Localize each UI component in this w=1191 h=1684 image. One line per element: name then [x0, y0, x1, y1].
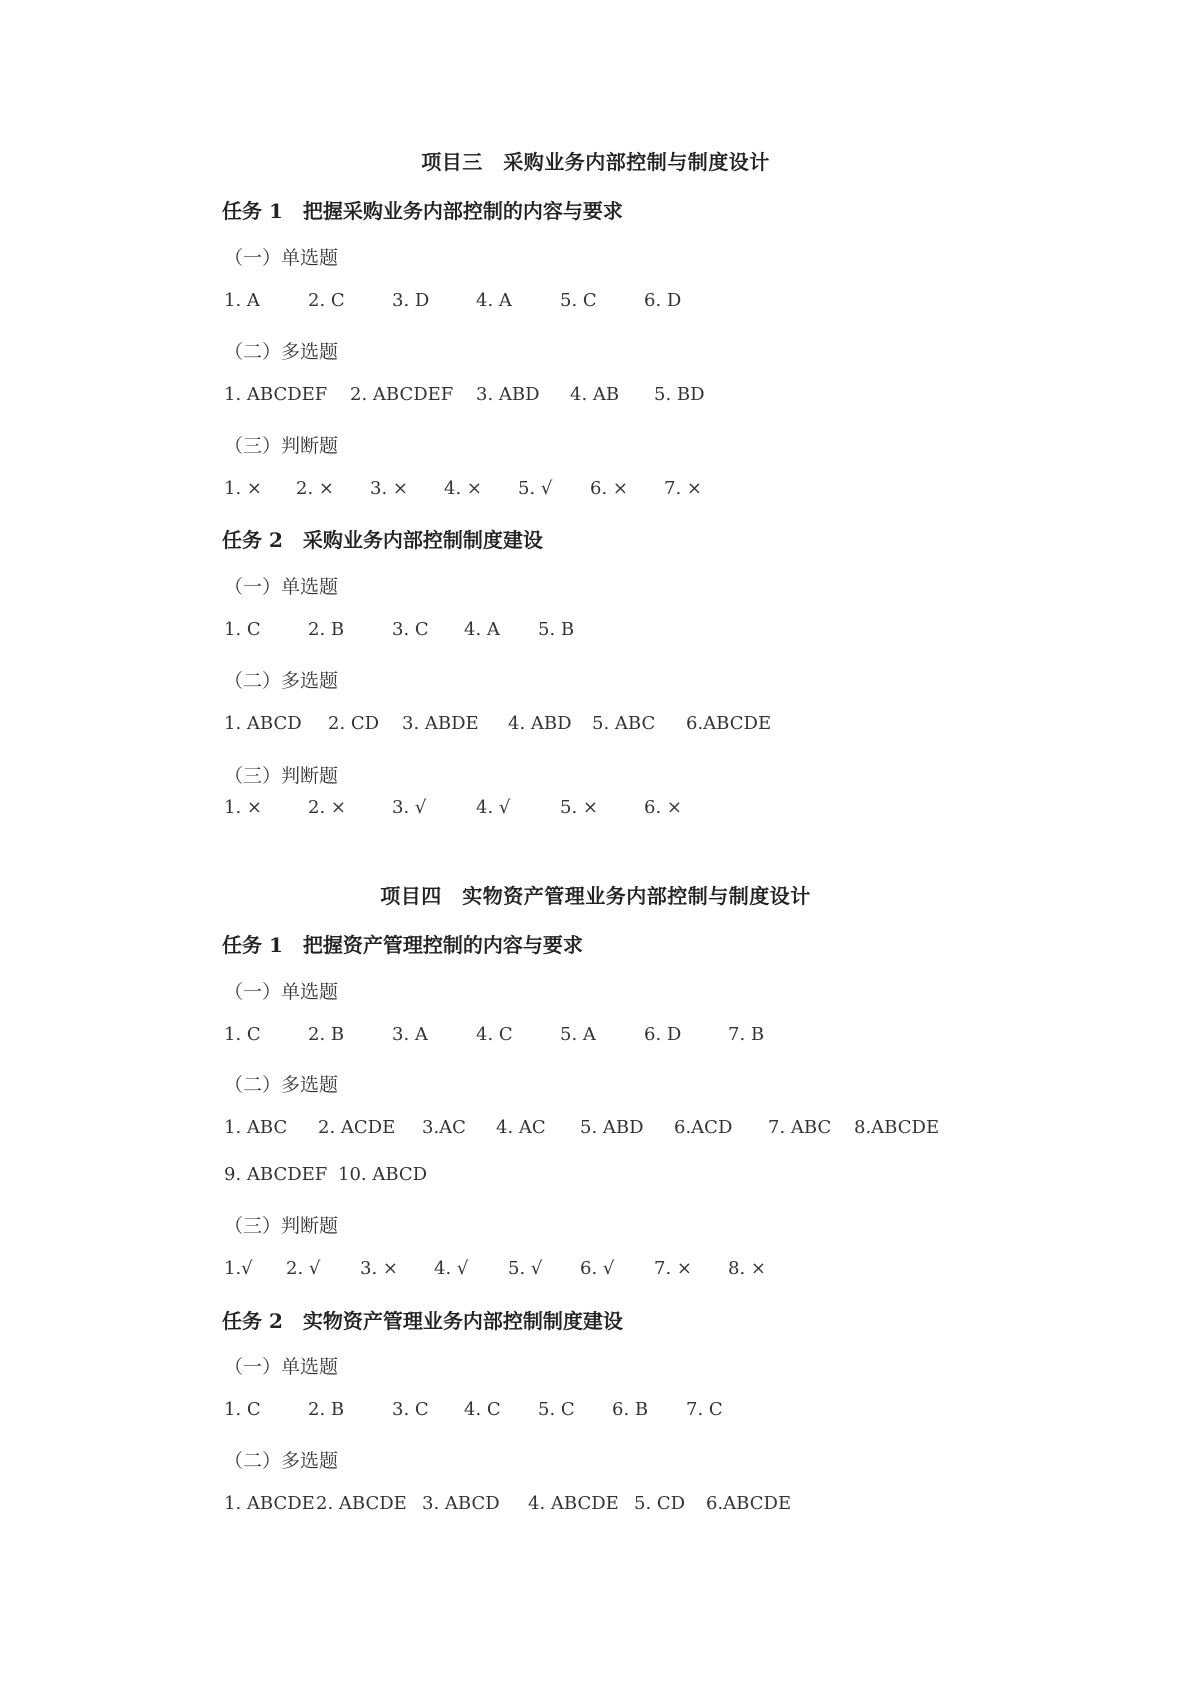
answer: 5. C: [560, 290, 597, 311]
section-label: （一）单选题: [224, 1356, 339, 1378]
section-label: （三）判断题: [224, 435, 339, 457]
answer: 6.ABCDE: [686, 713, 772, 734]
answer: 6. √: [580, 1258, 615, 1279]
section-label: （一）单选题: [224, 981, 339, 1003]
section-label: （二）多选题: [224, 1074, 339, 1096]
answer: 3. ×: [360, 1258, 398, 1279]
answer: 5. ABC: [592, 713, 656, 734]
answer: 5. B: [538, 619, 575, 640]
section-label: （三）判断题: [224, 1215, 339, 1237]
answer: 4. ×: [444, 478, 482, 499]
answer: 1. A: [224, 290, 260, 311]
section-label: （二）多选题: [224, 1450, 339, 1472]
answer: 5. √: [508, 1258, 543, 1279]
answer: 4. C: [476, 1024, 513, 1045]
answer: 3. ABCD: [422, 1493, 500, 1514]
answer: 2. B: [308, 619, 345, 640]
answer: 1.√: [224, 1258, 253, 1279]
answer: 6. D: [644, 290, 682, 311]
answer: 1. C: [224, 619, 261, 640]
answer: 2. ×: [296, 478, 334, 499]
answer: 3. D: [392, 290, 430, 311]
answer: 1. C: [224, 1024, 261, 1045]
answer: 3. A: [392, 1024, 428, 1045]
answer: 5. ×: [560, 797, 598, 818]
answer: 1. C: [224, 1399, 261, 1420]
section-label: （一）单选题: [224, 576, 339, 598]
answer: 4. ABCDE: [528, 1493, 619, 1514]
answer: 1. ×: [224, 797, 262, 818]
answer: 3. C: [392, 1399, 429, 1420]
answer: 5. BD: [654, 384, 705, 405]
answer: 4. √: [476, 797, 511, 818]
answer: 10. ABCD: [338, 1164, 428, 1185]
answer: 4. √: [434, 1258, 469, 1279]
answer: 3. ABDE: [402, 713, 479, 734]
answer: 6. ×: [644, 797, 682, 818]
answer: 2. ABCDE: [316, 1493, 407, 1514]
section-label: （一）单选题: [224, 247, 339, 269]
task-title: 任务 1 把握资产管理控制的内容与要求: [222, 933, 583, 957]
answer: 7. B: [728, 1024, 765, 1045]
project-title: 项目四 实物资产管理业务内部控制与制度设计: [380, 884, 811, 908]
answer: 2. B: [308, 1399, 345, 1420]
answer: 7. ABC: [768, 1117, 832, 1138]
answer: 4. A: [464, 619, 500, 640]
answer: 7. ×: [664, 478, 702, 499]
answer: 5. √: [518, 478, 553, 499]
answer: 2. ×: [308, 797, 346, 818]
answer: 1. ABCDE: [224, 1493, 315, 1514]
task-title: 任务 2 实物资产管理业务内部控制制度建设: [222, 1309, 623, 1333]
section-label: （二）多选题: [224, 670, 339, 692]
answer: 9. ABCDEF: [224, 1164, 328, 1185]
answer: 6. D: [644, 1024, 682, 1045]
answer: 2. ACDE: [318, 1117, 396, 1138]
answer: 1. ABC: [224, 1117, 288, 1138]
answer: 4. A: [476, 290, 512, 311]
answer: 5. ABD: [580, 1117, 644, 1138]
task-title: 任务 1 把握采购业务内部控制的内容与要求: [222, 199, 623, 223]
answer: 8.ABCDE: [854, 1117, 940, 1138]
answer: 8. ×: [728, 1258, 766, 1279]
answer: 4. AC: [496, 1117, 546, 1138]
answer: 6. ×: [590, 478, 628, 499]
answer: 2. CD: [328, 713, 380, 734]
answer: 1. ABCDEF: [224, 384, 328, 405]
answer: 6. B: [612, 1399, 649, 1420]
answer: 3.AC: [422, 1117, 466, 1138]
section-label: （三）判断题: [224, 765, 339, 787]
answer: 2. √: [286, 1258, 321, 1279]
answer: 6.ACD: [674, 1117, 733, 1138]
answer: 1. ABCD: [224, 713, 302, 734]
answer: 2. B: [308, 1024, 345, 1045]
answer: 3. C: [392, 619, 429, 640]
answer: 4. C: [464, 1399, 501, 1420]
answer: 5. CD: [634, 1493, 686, 1514]
answer: 5. A: [560, 1024, 596, 1045]
answer: 2. ABCDEF: [350, 384, 454, 405]
task-title: 任务 2 采购业务内部控制制度建设: [222, 528, 543, 552]
answer: 2. C: [308, 290, 345, 311]
answer: 1. ×: [224, 478, 262, 499]
answer: 6.ABCDE: [706, 1493, 792, 1514]
answer: 4. ABD: [508, 713, 572, 734]
section-label: （二）多选题: [224, 341, 339, 363]
answer: 7. C: [686, 1399, 723, 1420]
answer: 7. ×: [654, 1258, 692, 1279]
answer: 3. ABD: [476, 384, 540, 405]
answer: 5. C: [538, 1399, 575, 1420]
answer: 3. √: [392, 797, 427, 818]
answer: 3. ×: [370, 478, 408, 499]
answer: 4. AB: [570, 384, 620, 405]
project-title: 项目三 采购业务内部控制与制度设计: [421, 150, 770, 174]
